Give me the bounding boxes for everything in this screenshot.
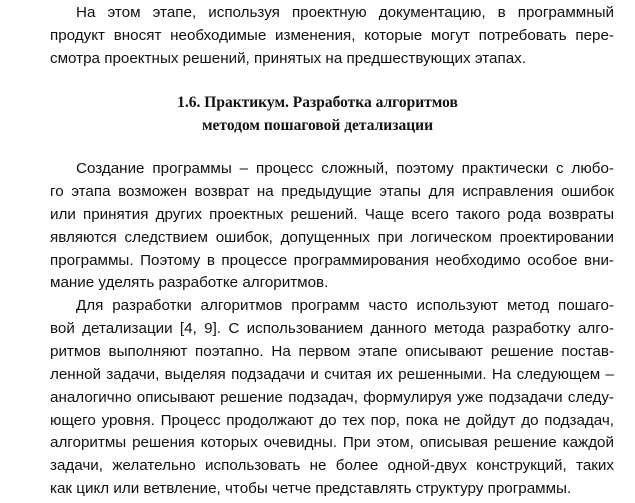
paragraph2-line-7: алгоритмы решения которых очевидны. При этом, описывая решение каждой <box>50 434 614 452</box>
paragraph1-line-5: программы. Поэтому в процессе программирования необходимо особое вни- <box>50 251 614 269</box>
intro-line-2: продукт вносят необходимые изменения, которые могут потребовать пере- <box>50 26 614 44</box>
paragraph1-line-2: го этапа возможен возврат на предыдущие этапы для исправления ошибок <box>50 182 614 200</box>
paragraph2-line-3: ритмов выполняют поэтапно. На первом этапе описывают решение постав- <box>50 342 614 360</box>
section-title-line-2: методом пошаговой детализации <box>201 117 434 135</box>
paragraph1-line-6: мание уделять разработке алгоритмов. <box>50 274 329 292</box>
paragraph2-line-4: ленной задачи, выделяя подзадачи и считая их решенными. На следующем – <box>50 365 614 383</box>
intro-line-3: смотра проектных решений, принятых на предшествующих этапах. <box>50 49 526 67</box>
paragraph1-line-3: или принятия других проектных решений. Чаще всего такого рода возвраты <box>50 205 614 223</box>
paragraph2-line-5: аналогично описывают решение подзадач, формулируя уже подзадачи следу- <box>50 388 614 406</box>
paragraph1-line-4: являются следствием ошибок, допущенных при логическом проектировании <box>50 228 614 246</box>
section-title-line-1: 1.6. Практикум. Разработка алгоритмов <box>177 94 458 112</box>
intro-line-1: На этом этапе, используя проектную документацию, в программный <box>76 3 614 21</box>
paragraph2-line-1: Для разработки алгоритмов программ часто используют метод пошаго- <box>76 297 614 315</box>
paragraph1-line-1: Создание программы – процесс сложный, поэтому практически с любо- <box>76 160 614 178</box>
paragraph2-line-8: задачи, желательно использовать не более одной-двух конструкций, таких <box>50 457 614 475</box>
paragraph2-line-2: вой детализации [4, 9]. С использованием данного метода разработку алго- <box>50 320 614 338</box>
paragraph2-line-6: ющего уровня. Процесс продолжают до тех пор, пока не дойдут до подзадач, <box>50 411 614 429</box>
paragraph2-line-9: как цикл или ветвление, чтобы четче представлять структуру программы. <box>50 480 572 498</box>
